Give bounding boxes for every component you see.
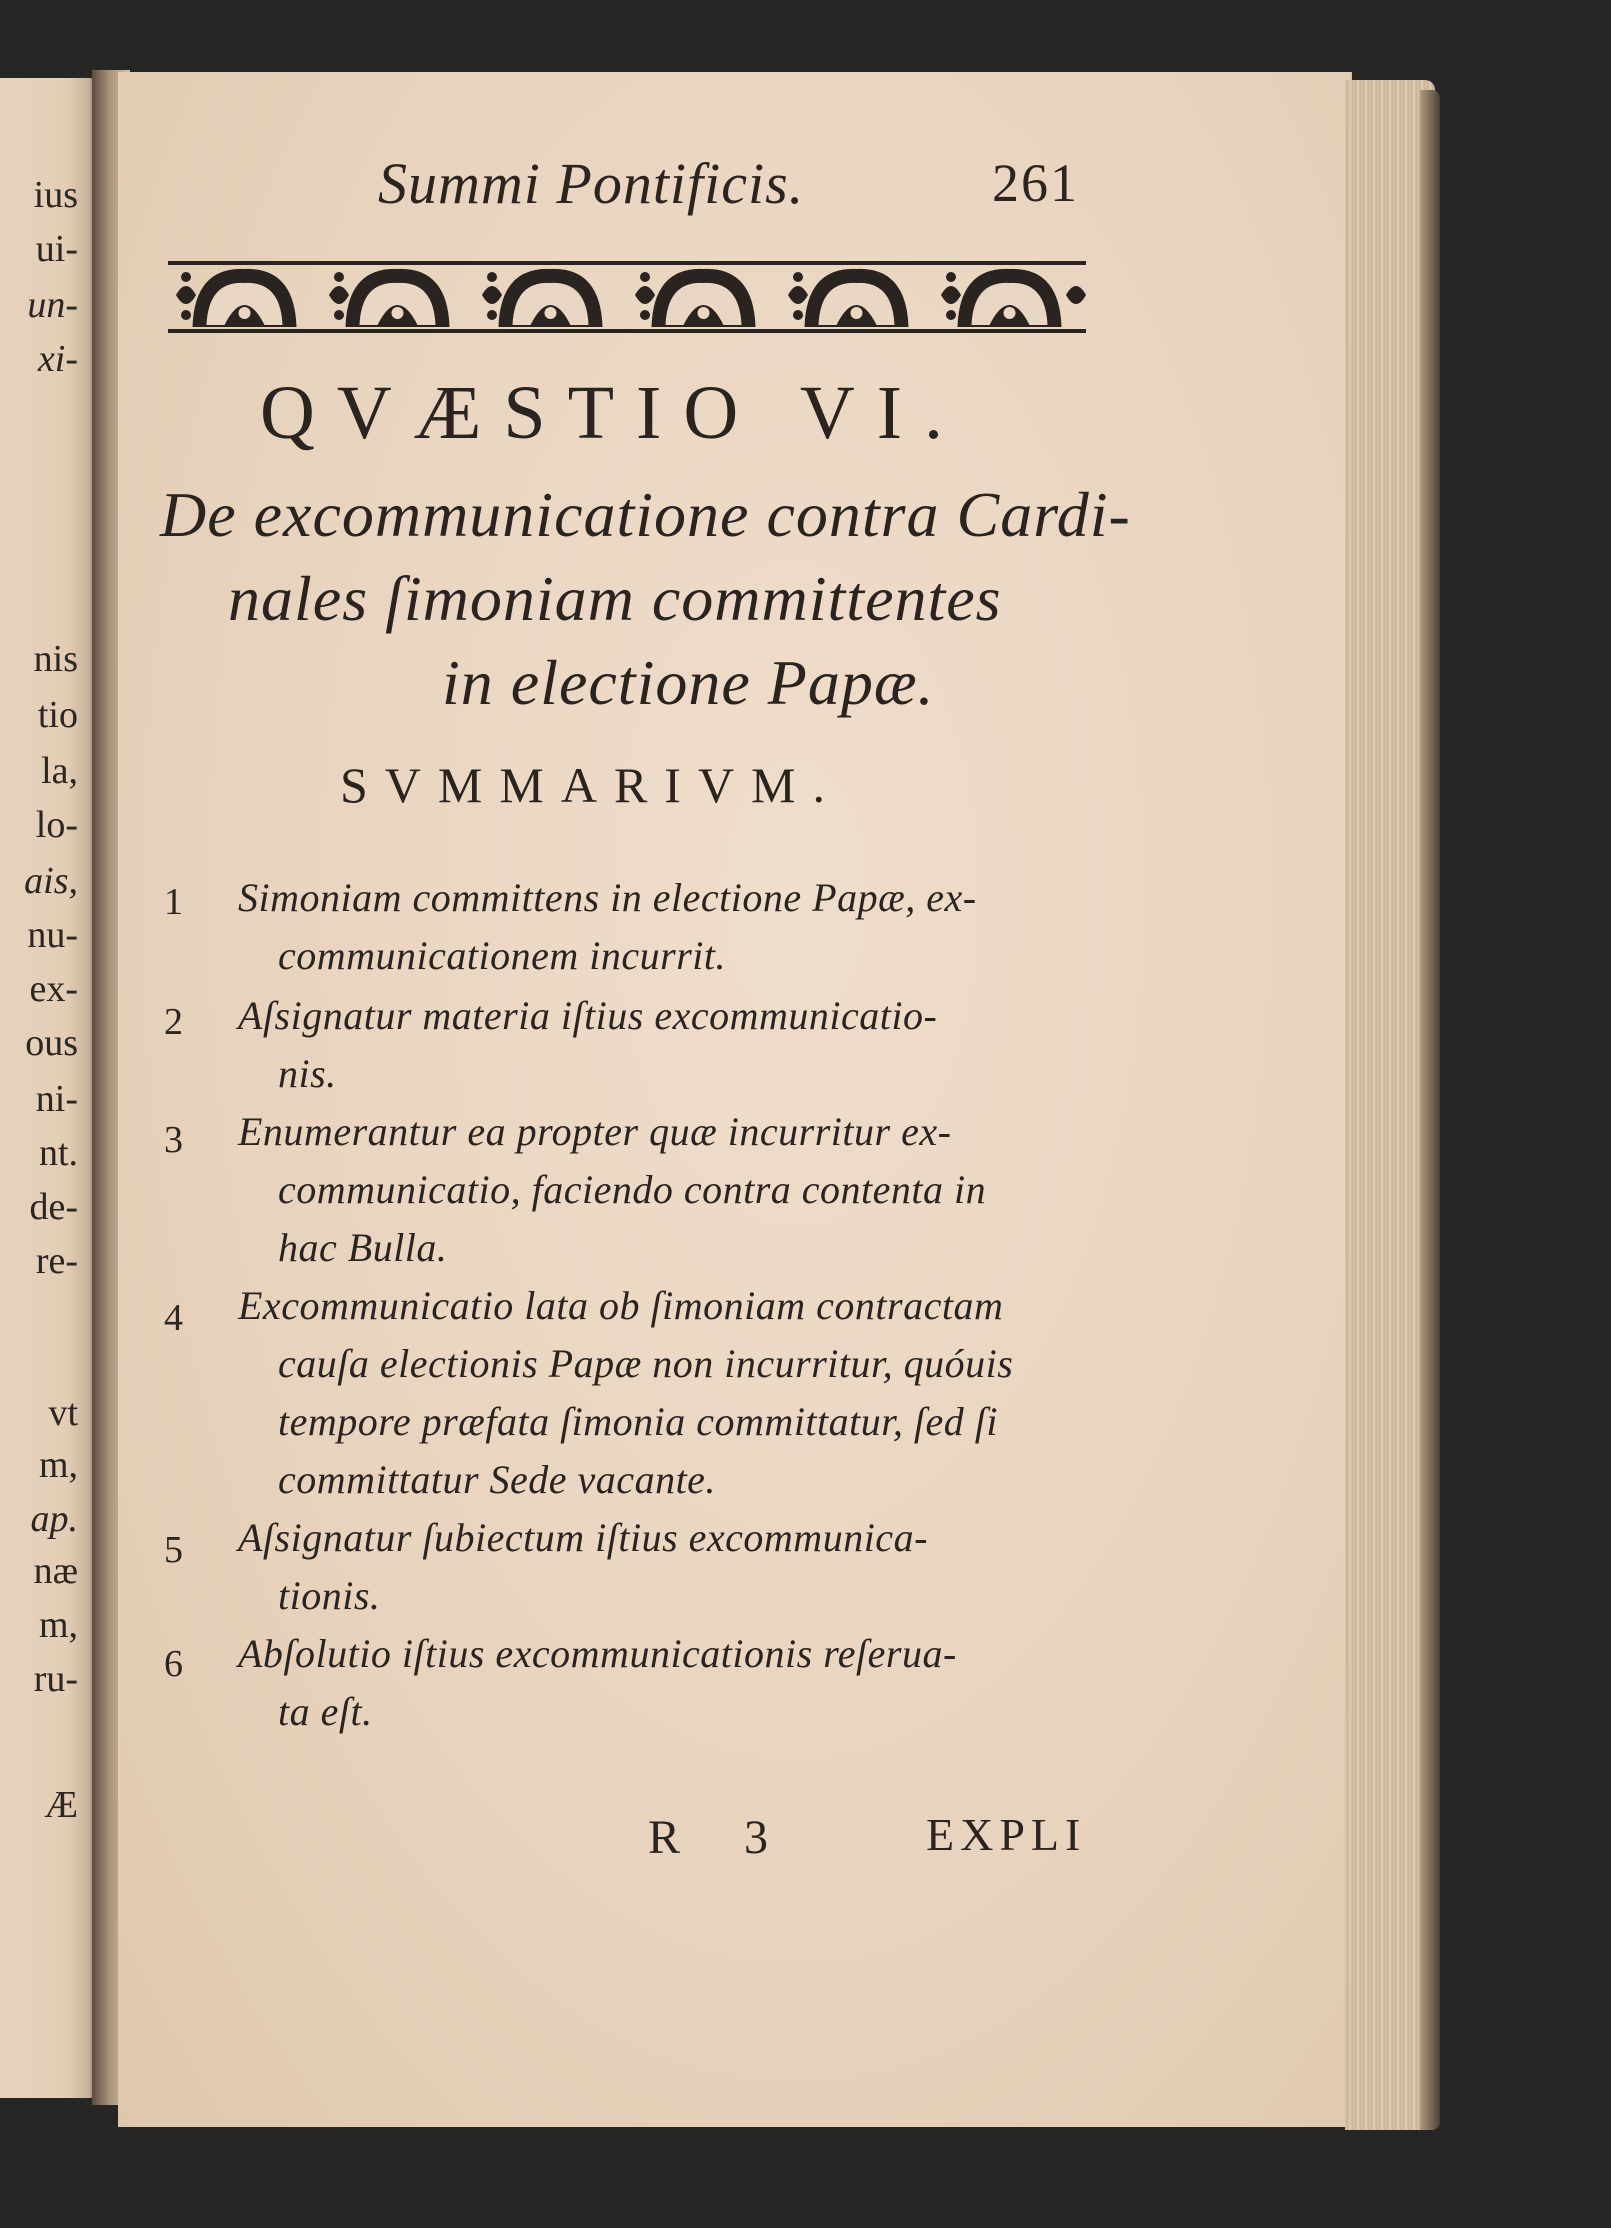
previous-page-line: ex- [29, 968, 78, 1010]
previous-page-line: ui- [35, 228, 78, 270]
heading-line-3: in electione Papæ. [442, 647, 935, 718]
previous-page-line: de- [29, 1186, 78, 1228]
heading-line-2: nales ſimoniam committentes [228, 563, 1002, 634]
catchword: EXPLI [926, 1809, 1087, 1860]
previous-page-line: re- [35, 1240, 78, 1282]
question-title: QVÆSTIO VI. [260, 371, 966, 455]
previous-page-line: næ [33, 1550, 78, 1592]
previous-page-line: nt. [38, 1132, 78, 1174]
previous-page-line: la, [41, 750, 78, 792]
previous-page-line: xi- [37, 338, 78, 380]
floral-headpiece-icon [168, 255, 1086, 339]
entry-line: hac Bulla. [278, 1225, 448, 1270]
entry-line: Enumerantur ea propter quæ incurritur ex- [238, 1109, 952, 1154]
previous-page-line: ru- [33, 1658, 78, 1700]
entry-line: communicatio, faciendo contra contenta in [278, 1167, 987, 1212]
entry-line: cauſa electionis Papæ non incurritur, quóuis [278, 1341, 1014, 1386]
previous-page-line: ius [33, 174, 78, 216]
entry-line: tionis. [278, 1573, 381, 1618]
previous-page-line: m, [38, 1604, 78, 1646]
previous-page-line: ais, [24, 860, 78, 902]
entry-line: committatur Sede vacante. [278, 1457, 716, 1502]
entry-number: 3 [164, 1119, 183, 1161]
previous-page-line: un- [27, 284, 78, 326]
previous-page-edge [0, 78, 96, 2098]
entry-line: nis. [278, 1051, 337, 1096]
entry-line: tempore præfata ſimonia committatur, ſed ſi [278, 1399, 998, 1444]
entry-line: Abſolutio iſtius excommunicationis reſerua- [238, 1631, 957, 1676]
running-head: Summi Pontificis. [378, 151, 805, 216]
signature-mark: R 3 [648, 1811, 795, 1864]
entry-number: 5 [164, 1529, 183, 1571]
previous-page-line: tio [37, 694, 78, 736]
page-number: 261 [992, 153, 1079, 213]
previous-page-line: ap. [30, 1498, 78, 1540]
entry-line: Excommunicatio lata ob ſimoniam contractam [238, 1283, 1004, 1328]
summarium-title: SVMMARIVM. [340, 757, 843, 813]
previous-page-line: nu- [27, 914, 78, 956]
entry-line: communicationem incurrit. [278, 933, 726, 978]
previous-page-line: Æ [44, 1784, 78, 1826]
entry-line: Aſsignatur materia iſtius excommunicatio- [238, 993, 938, 1038]
entry-line: ta eſt. [278, 1689, 373, 1734]
entry-line: Aſsignatur ſubiectum iſtius excommunica- [238, 1515, 928, 1560]
previous-page-line: lo- [35, 804, 78, 846]
heading-line-1: De excommunicatione contra Cardi- [160, 479, 1131, 550]
entry-number: 4 [164, 1297, 183, 1339]
previous-page-line: ous [25, 1022, 78, 1064]
page-edges-shadow [1420, 90, 1440, 2130]
entry-number: 1 [164, 881, 183, 923]
previous-page-line: vt [48, 1392, 78, 1434]
previous-page-line: m, [38, 1444, 78, 1486]
entry-number: 2 [164, 1001, 183, 1043]
entry-number: 6 [164, 1643, 183, 1685]
previous-page-line: nis [33, 638, 78, 680]
previous-page-line: ni- [35, 1078, 78, 1120]
entry-line: Simoniam committens in electione Papæ, ex- [238, 875, 977, 920]
